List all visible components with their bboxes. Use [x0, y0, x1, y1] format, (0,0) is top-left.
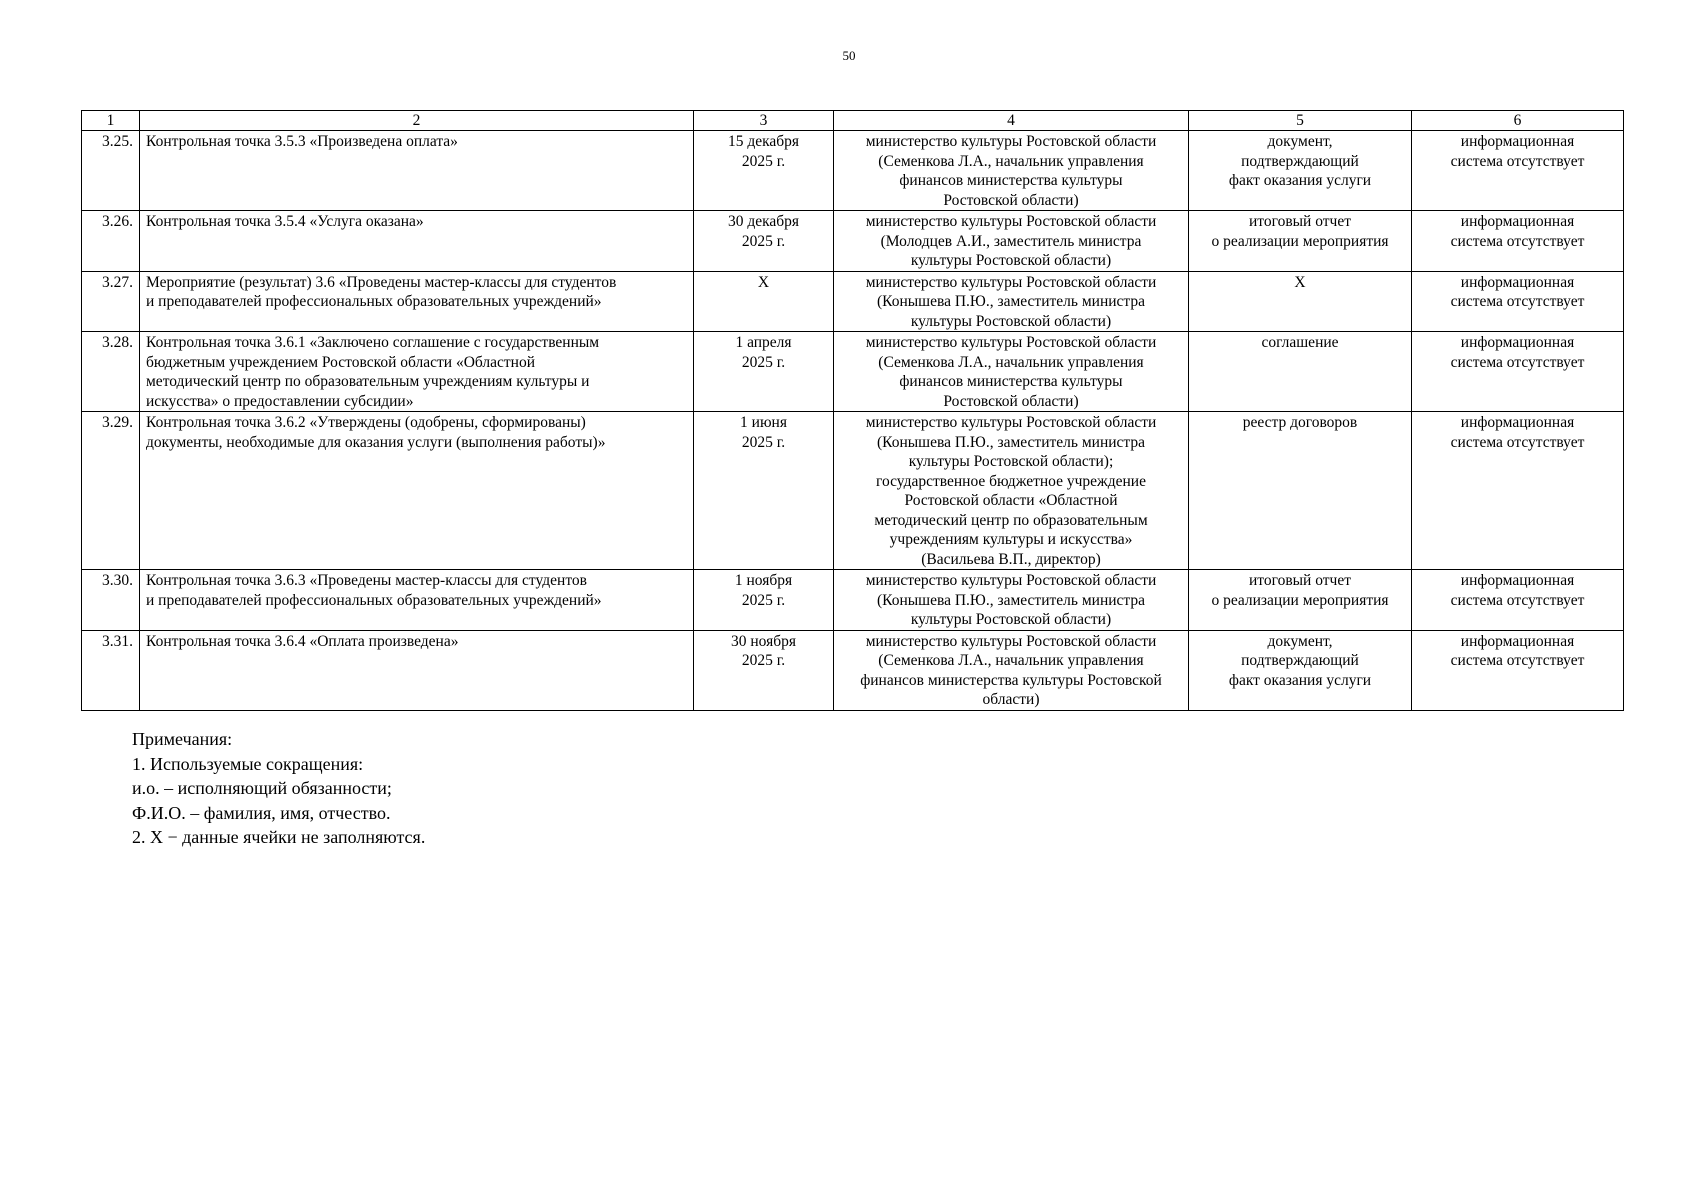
responsible-executor-line: министерство культуры Ростовской области [865, 414, 1157, 431]
event-name-line: документы, необходимые для оказания услуги (выполнения работы)» [146, 433, 606, 451]
notes [132, 727, 425, 850]
notes-title: Примечания: [132, 729, 233, 749]
responsible-executor-cell [834, 630, 1189, 710]
event-name-line: и преподавателей профессиональных образовательных учреждений» [146, 293, 602, 310]
information-system-line: информационная [1460, 213, 1575, 230]
information-system-line: система отсутствует [1450, 293, 1585, 310]
responsible-executor-line: государственное бюджетное учреждение [876, 472, 1146, 490]
responsible-executor-line: учреждениям культуры и искусства» [889, 531, 1133, 548]
responsible-executor-line: культуры Ростовской области); [908, 453, 1114, 470]
responsible-executor-cell [834, 271, 1189, 332]
event-name-cell [140, 332, 694, 412]
due-date-cell [694, 570, 834, 631]
due-date-line: 2025 г. [741, 152, 786, 170]
responsible-executor-cell [834, 332, 1189, 412]
note-line: 2. Х − данные ячейки не заполняются. [132, 827, 426, 847]
column-header: 4 [834, 111, 1189, 131]
due-date-line: 30 декабря [727, 213, 800, 230]
responsible-executor-line: (Семенкова Л.А., начальник управления [878, 652, 1144, 669]
event-name-line: Контрольная точка 3.6.3 «Проведены мастер-классы для студентов [146, 572, 587, 589]
confirming-document-line: о реализации мероприятия [1211, 591, 1389, 609]
responsible-executor-line: Ростовской области) [943, 191, 1079, 209]
responsible-executor-line: министерство культуры Ростовской области [865, 213, 1157, 230]
due-date-line: 1 июня [740, 414, 787, 431]
responsible-executor-line: министерство культуры Ростовской области [865, 632, 1157, 650]
row-number-cell: 3.26. [82, 211, 140, 272]
responsible-executor-line: культуры Ростовской области) [910, 611, 1112, 628]
due-date-cell [694, 332, 834, 412]
event-name-cell [140, 271, 694, 332]
event-name-cell [140, 630, 694, 710]
responsible-executor-line: методический центр по образовательным [874, 511, 1148, 529]
row-number-cell: 3.25. [82, 131, 140, 211]
confirming-document-line: документ, [1267, 133, 1333, 150]
confirming-document-line: Х [1294, 273, 1306, 291]
due-date-line: 1 ноября [734, 572, 793, 589]
due-date-line: Х [757, 273, 770, 291]
row-number-cell: 3.30. [82, 570, 140, 631]
confirming-document-cell [1189, 570, 1412, 631]
confirming-document-line: о реализации мероприятия [1211, 232, 1389, 250]
confirming-document-cell [1189, 412, 1412, 570]
responsible-executor-line: (Конышева П.Ю., заместитель министра [876, 293, 1146, 310]
due-date-cell [694, 131, 834, 211]
responsible-executor-line: (Васильева В.П., директор) [921, 550, 1101, 568]
information-system-line: информационная [1460, 414, 1575, 431]
note-line: и.о. – исполняющий обязанности; [132, 778, 392, 798]
due-date-line: 15 декабря [727, 133, 800, 150]
event-name-line: бюджетным учреждением Ростовской области «Областной [146, 353, 535, 371]
confirming-document-cell [1189, 211, 1412, 272]
row-number-cell: 3.27. [82, 271, 140, 332]
confirming-document-cell [1189, 271, 1412, 332]
event-name-cell [140, 211, 694, 272]
responsible-executor-line: финансов министерства культуры [899, 373, 1123, 390]
column-header: 1 [82, 111, 140, 131]
responsible-executor-line: Ростовской области «Областной [904, 492, 1118, 509]
event-name-line: Контрольная точка 3.6.4 «Оплата произведена» [146, 632, 459, 650]
responsible-executor-line: (Семенкова Л.А., начальник управления [878, 353, 1144, 371]
event-name-line: Мероприятие (результат) 3.6 «Проведены мастер-классы для студентов [146, 273, 617, 291]
event-name-cell [140, 131, 694, 211]
information-system-cell [1412, 570, 1624, 631]
information-system-cell [1412, 332, 1624, 412]
information-system-line: система отсутствует [1450, 652, 1585, 669]
table-row [82, 131, 1624, 211]
responsible-executor-line: (Конышева П.Ю., заместитель министра [876, 433, 1146, 451]
due-date-line: 2025 г. [741, 652, 786, 669]
due-date-cell [694, 412, 834, 570]
column-header: 2 [140, 111, 694, 131]
due-date-line: 2025 г. [741, 232, 786, 250]
event-name-line: и преподавателей профессиональных образовательных учреждений» [146, 591, 602, 609]
information-system-line: система отсутствует [1450, 152, 1585, 170]
table-row [82, 412, 1624, 570]
event-name-line: Контрольная точка 3.6.1 «Заключено соглашение с государственным [146, 334, 600, 351]
responsible-executor-line: министерство культуры Ростовской области [865, 334, 1157, 351]
row-number-cell: 3.31. [82, 630, 140, 710]
table-row [82, 211, 1624, 272]
event-name-cell [140, 570, 694, 631]
due-date-cell [694, 271, 834, 332]
event-name-line: Контрольная точка 3.6.2 «Утверждены (одобрены, сформированы) [146, 414, 586, 431]
confirming-document-cell [1189, 630, 1412, 710]
responsible-executor-line: финансов министерства культуры Ростовской [860, 671, 1162, 689]
column-number-row [82, 111, 1624, 131]
responsible-executor-cell [834, 412, 1189, 570]
information-system-line: информационная [1460, 273, 1575, 291]
information-system-cell [1412, 630, 1624, 710]
confirming-document-line: факт оказания услуги [1228, 172, 1372, 189]
event-name-line: Контрольная точка 3.5.3 «Произведена оплата» [146, 133, 458, 150]
confirming-document-cell [1189, 332, 1412, 412]
note-line: Ф.И.О. – фамилия, имя, отчество. [132, 802, 391, 823]
information-system-line: информационная [1460, 133, 1575, 150]
due-date-line: 2025 г. [741, 591, 786, 609]
information-system-line: информационная [1460, 572, 1575, 589]
responsible-executor-line: культуры Ростовской области) [910, 312, 1112, 330]
confirming-document-line: соглашение [1261, 334, 1339, 351]
confirming-document-line: подтверждающий [1241, 652, 1359, 669]
information-system-line: система отсутствует [1450, 232, 1585, 250]
column-header: 5 [1189, 111, 1412, 131]
confirming-document-line: подтверждающий [1241, 152, 1359, 170]
responsible-executor-cell [834, 570, 1189, 631]
confirming-document-line: реестр договоров [1242, 414, 1358, 431]
information-system-line: система отсутствует [1450, 433, 1585, 451]
confirming-document-line: факт оказания услуги [1228, 671, 1372, 689]
information-system-line: система отсутствует [1450, 353, 1585, 371]
event-name-line: методический центр по образовательным учреждениям культуры и [146, 373, 590, 390]
column-header: 3 [694, 111, 834, 131]
confirming-document-line: документ, [1267, 632, 1333, 650]
confirming-document-line: итоговый отчет [1248, 572, 1351, 589]
responsible-executor-line: министерство культуры Ростовской области [865, 273, 1157, 291]
responsible-executor-line: министерство культуры Ростовской области [865, 133, 1157, 150]
information-system-line: информационная [1460, 632, 1575, 650]
row-number-cell: 3.28. [82, 332, 140, 412]
responsible-executor-line: (Семенкова Л.А., начальник управления [878, 152, 1144, 170]
information-system-line: информационная [1460, 334, 1575, 351]
responsible-executor-line: (Молодцев А.И., заместитель министра [880, 232, 1142, 250]
due-date-cell [694, 211, 834, 272]
control-points-table [81, 110, 1624, 711]
responsible-executor-line: Ростовской области) [943, 392, 1079, 410]
information-system-cell [1412, 211, 1624, 272]
confirming-document-cell [1189, 131, 1412, 211]
note-line: 1. Используемые сокращения: [132, 753, 364, 774]
responsible-executor-cell [834, 131, 1189, 211]
table-row [82, 570, 1624, 631]
row-number-cell: 3.29. [82, 412, 140, 570]
information-system-cell [1412, 412, 1624, 570]
due-date-line: 30 ноября [730, 632, 797, 650]
information-system-cell [1412, 271, 1624, 332]
due-date-line: 2025 г. [741, 353, 786, 371]
table-row [82, 332, 1624, 412]
responsible-executor-line: области) [982, 691, 1040, 708]
event-name-line: Контрольная точка 3.5.4 «Услуга оказана» [146, 213, 424, 230]
due-date-line: 1 апреля [735, 334, 792, 351]
due-date-line: 2025 г. [741, 433, 786, 451]
column-header: 6 [1412, 111, 1624, 131]
event-name-cell [140, 412, 694, 570]
information-system-line: система отсутствует [1450, 591, 1585, 609]
table-row [82, 630, 1624, 710]
responsible-executor-line: финансов министерства культуры [899, 172, 1123, 189]
page-number: 50 [842, 48, 856, 63]
responsible-executor-line: культуры Ростовской области) [910, 252, 1112, 269]
confirming-document-line: итоговый отчет [1248, 213, 1351, 230]
responsible-executor-line: (Конышева П.Ю., заместитель министра [876, 591, 1146, 609]
responsible-executor-line: министерство культуры Ростовской области [865, 572, 1157, 589]
responsible-executor-cell [834, 211, 1189, 272]
event-name-line: искусства» о предоставлении субсидии» [146, 392, 414, 410]
table-row [82, 271, 1624, 332]
due-date-cell [694, 630, 834, 710]
information-system-cell [1412, 131, 1624, 211]
